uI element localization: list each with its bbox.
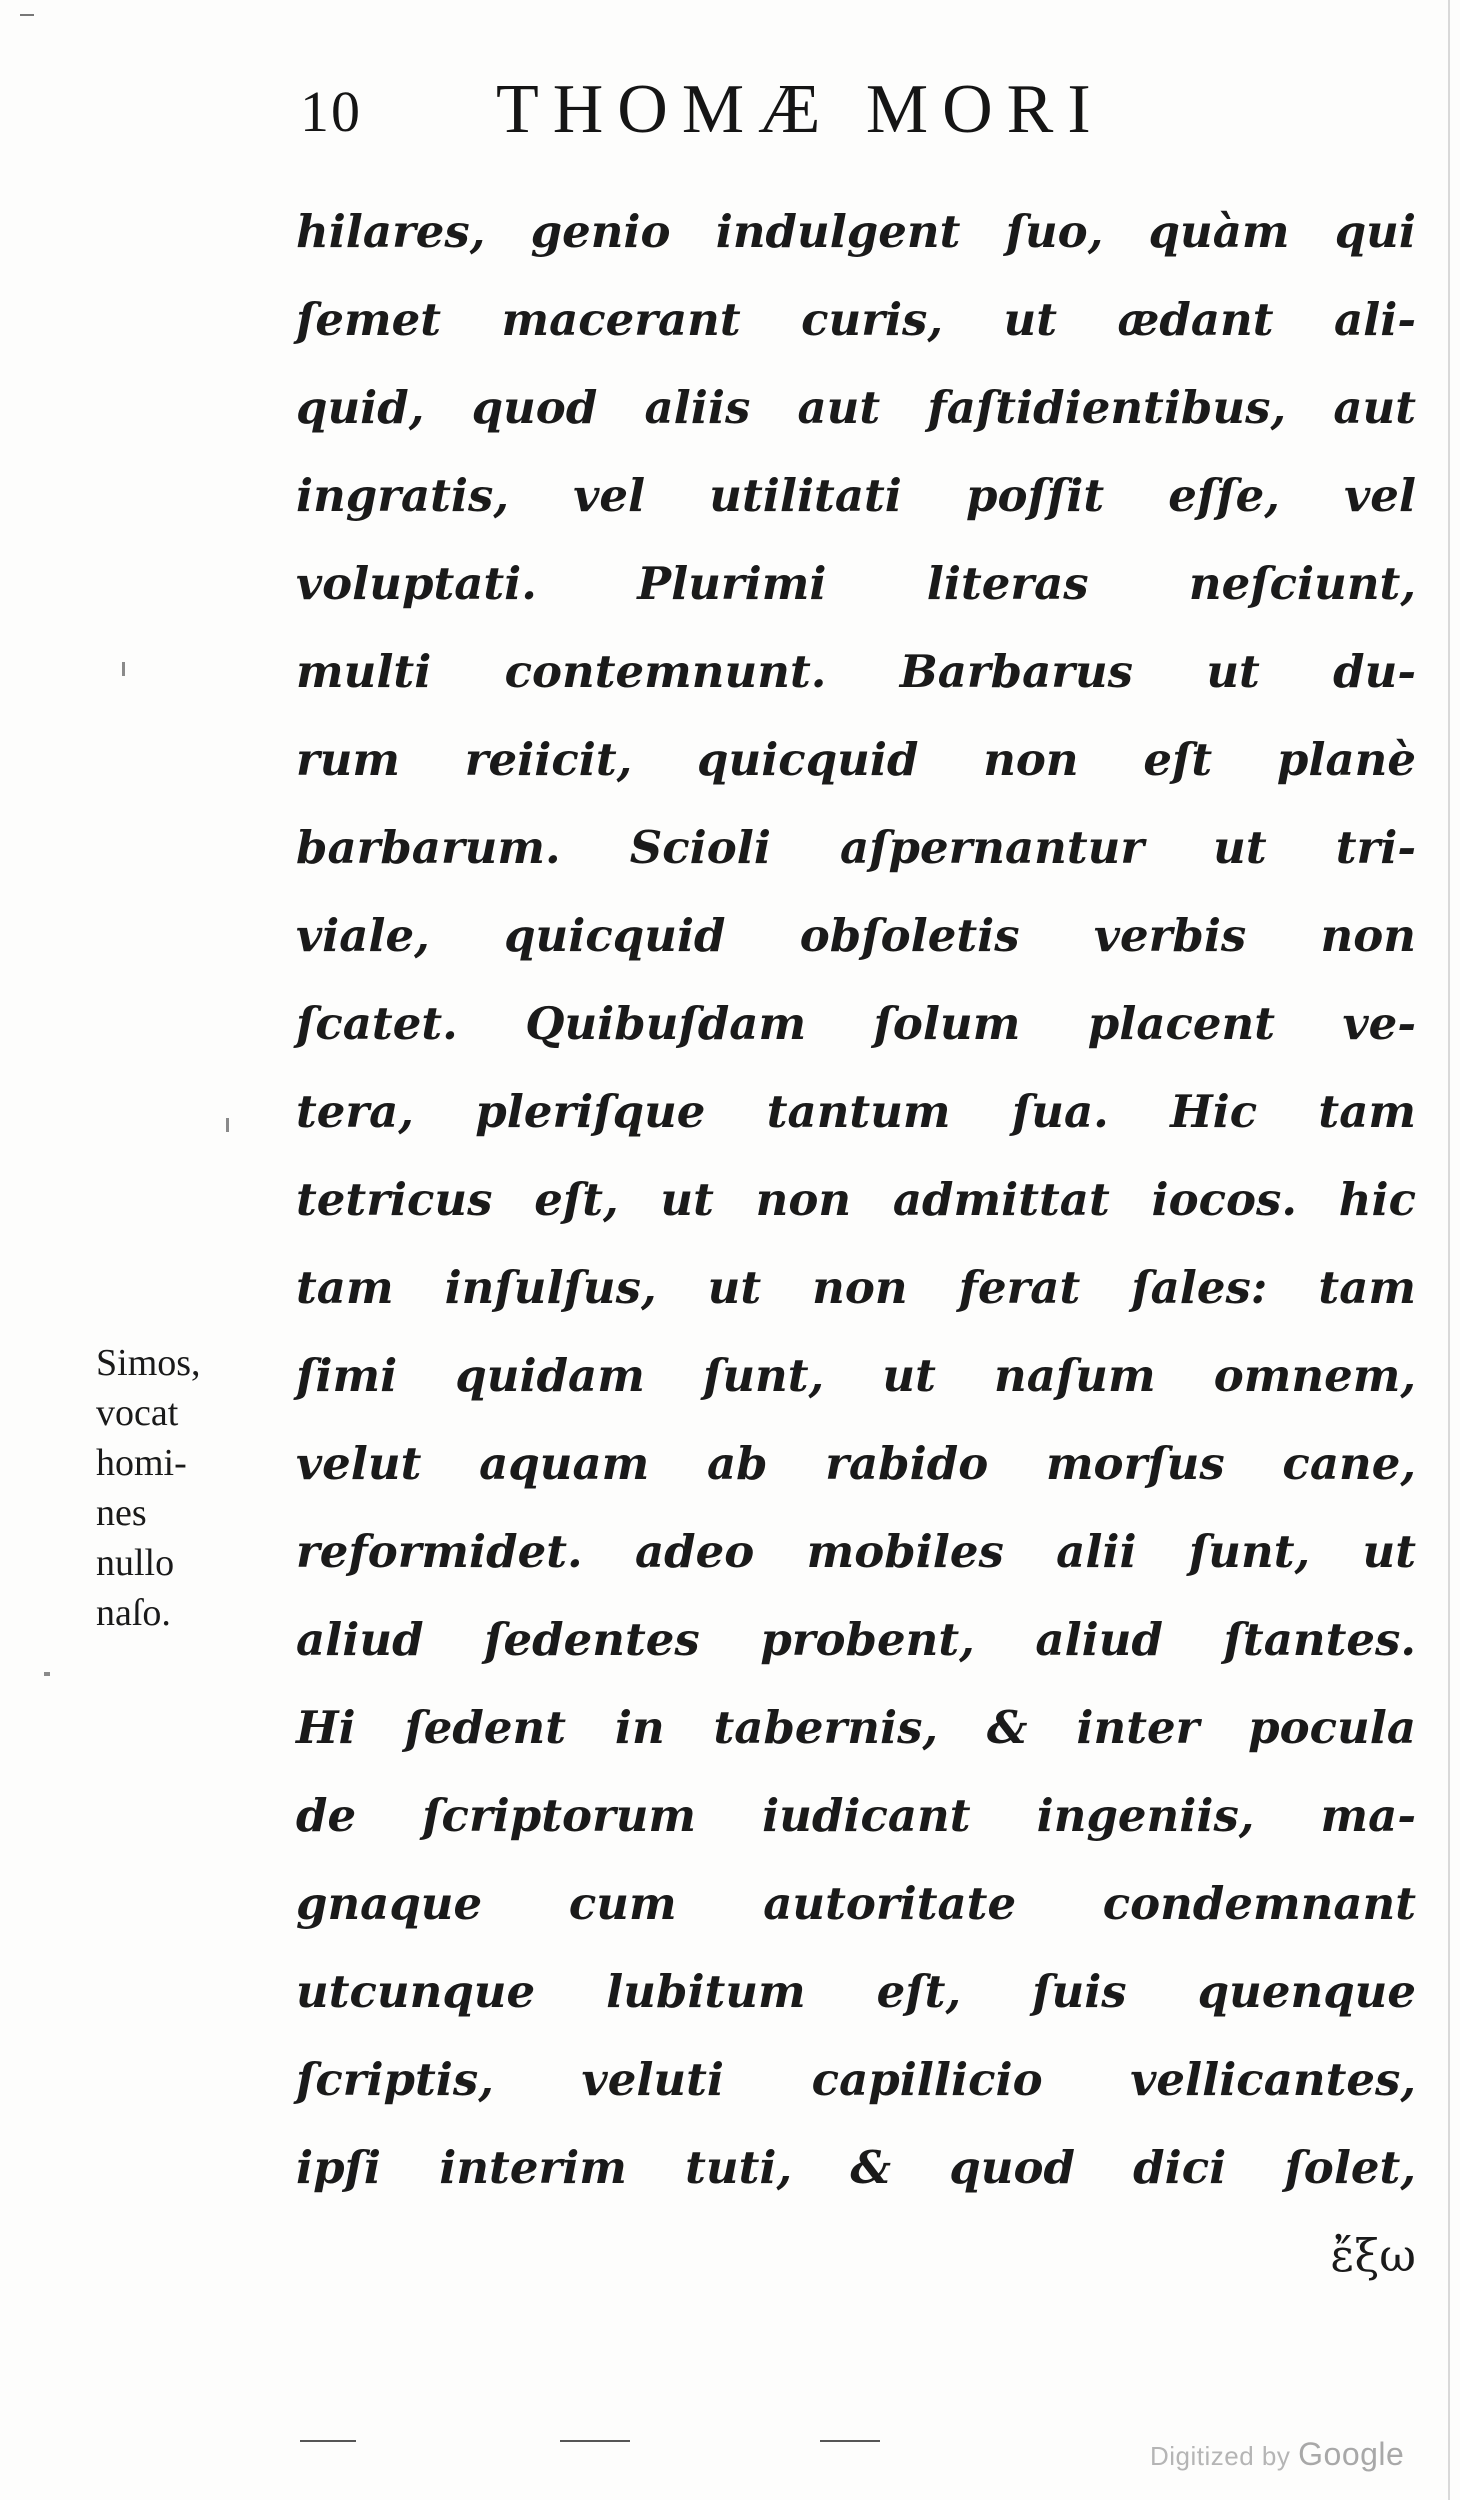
body-text (296, 188, 1416, 2300)
page-number: 10 (300, 79, 362, 144)
text-line: utcunque lubitum eſt, ſuis quenque (296, 1965, 1416, 2018)
text-line: aliud ſedentes probent, aliud ſtantes. (296, 1613, 1416, 1666)
text-line: tam inſulſus, ut non ferat ſales: tam (296, 1261, 1416, 1314)
text-line: quid, quod aliis aut faſtidientibus, aut (296, 381, 1416, 434)
text-line: ſemet macerant curis, ut ædant ali- (296, 293, 1416, 346)
text-line: ingratis, vel utilitati poſſit eſſe, vel (296, 469, 1416, 522)
watermark-prefix: Digitized by (1150, 2441, 1291, 2471)
text-line: velut aquam ab rabido morſus cane, (296, 1437, 1416, 1490)
running-head (296, 70, 1156, 160)
footer-rule (300, 2440, 356, 2442)
margin-speck (226, 1118, 229, 1132)
running-title: THOMÆ MORI (496, 71, 1105, 148)
text-line: voluptati. Plurimi literas neſciunt, (296, 557, 1416, 610)
text-line: reformidet. adeo mobiles alii ſunt, ut (296, 1525, 1416, 1578)
marginal-note-line: Simos, (96, 1342, 201, 1384)
text-line: ipſi interim tuti, & quod dici ſolet, (296, 2141, 1416, 2194)
text-line: gnaque cum autoritate condemnant (296, 1877, 1416, 1930)
margin-speck (122, 662, 125, 676)
marginal-note-line: nullo (96, 1542, 175, 1584)
scan-mark (20, 14, 34, 16)
text-line: tera, pleriſque tantum ſua. Hic tam (296, 1085, 1416, 1138)
footer-rule (560, 2440, 630, 2442)
digitization-watermark (1150, 2436, 1404, 2473)
text-line: tetricus eſt, ut non admittat iocos. hic (296, 1173, 1416, 1226)
footer-rule (820, 2440, 880, 2442)
catchword: ἔξω (1330, 2229, 1416, 2282)
text-line: hilares, genio indulgent ſuo, quàm qui (296, 205, 1416, 258)
marginal-note-line: homi- (96, 1442, 187, 1484)
text-line: ſcatet. Quibuſdam ſolum placent ve- (296, 997, 1416, 1050)
text-line: de ſcriptorum iudicant ingeniis, ma- (296, 1789, 1416, 1842)
text-line: multi contemnunt. Barbarus ut du- (296, 645, 1416, 698)
text-line: ſcriptis, veluti capillicio vellicantes, (296, 2053, 1416, 2106)
marginal-note (96, 1338, 286, 1638)
text-line: Hi ſedent in tabernis, & inter pocula (296, 1701, 1416, 1754)
watermark-brand: Google (1298, 2436, 1405, 2472)
marginal-note-line: nes (96, 1492, 147, 1534)
text-line: ſimi quidam ſunt, ut naſum omnem, (296, 1349, 1416, 1402)
marginal-note-line: naſo. (96, 1592, 171, 1634)
marginal-note-line: vocat (96, 1392, 179, 1434)
text-line: viale, quicquid obſoletis verbis non (296, 909, 1416, 962)
scan-edge (1448, 0, 1450, 2500)
text-line: rum reiicit, quicquid non eſt planè (296, 733, 1416, 786)
text-line: barbarum. Scioli aſpernantur ut tri- (296, 821, 1416, 874)
margin-speck (44, 1672, 50, 1676)
